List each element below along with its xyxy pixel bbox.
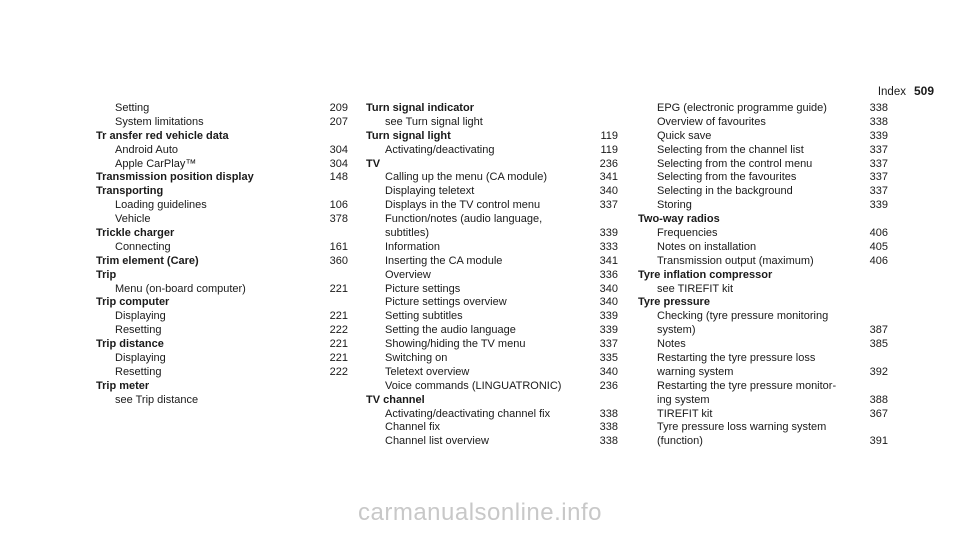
page-ref[interactable]: 340 [597,185,618,199]
index-entry [96,199,348,213]
index-heading [366,394,618,408]
page-ref[interactable]: 221 [327,352,348,366]
index-entry [96,102,348,116]
entry-text: Restarting the tyre pressure loss [657,352,816,365]
entry-text: Transmission position display [96,171,254,184]
index-entry [638,435,888,449]
entry-text: Trickle charger [96,227,175,240]
entry-text: TV channel [366,393,425,406]
entry-text: warning system [657,365,734,378]
index-entry [638,366,888,380]
index-entry [638,130,888,144]
entry-text: Connecting [115,240,171,253]
entry-text: Trip distance [96,338,164,351]
index-entry [96,213,348,227]
index-entry [638,338,888,352]
entry-text: System limitations [115,115,204,128]
entry-text: Voice commands (LINGUATRONIC) [385,379,562,392]
page-ref[interactable]: 391 [867,435,888,449]
entry-text: Trip [96,268,117,281]
entry-text: Channel list overview [385,435,489,448]
page-ref[interactable]: 338 [597,408,618,422]
index-column-3 [638,102,888,449]
entry-text: TV [366,157,381,170]
page-ref[interactable]: 106 [327,199,348,213]
index-label: Index [877,86,906,98]
index-entry [638,171,888,185]
page-ref[interactable]: 387 [867,324,888,338]
index-heading [366,130,618,144]
entry-text: Trip meter [96,379,150,392]
index-heading [638,213,888,227]
entry-text: Apple CarPlay™ [115,157,197,170]
entry-text: Selecting from the channel list [657,143,804,156]
index-heading [366,158,618,172]
entry-text: Frequencies [657,227,718,240]
page-ref[interactable]: 339 [867,199,888,213]
entry-text: Vehicle [115,213,151,226]
page-ref[interactable]: 338 [867,102,888,116]
entry-text: Teletext overview [385,365,470,378]
index-entry [96,241,348,255]
index-entry [366,421,618,435]
index-heading [96,338,348,352]
index-entry [366,408,618,422]
index-entry [366,227,618,241]
entry-text: Turn signal indicator [366,102,474,114]
entry-text: Overview of favourites [657,115,766,128]
page-ref[interactable]: 222 [327,366,348,380]
index-entry [366,324,618,338]
index-entry [366,255,618,269]
entry-text: system) [657,324,696,337]
page-ref[interactable]: 337 [867,144,888,158]
index-heading [96,269,348,283]
index-entry [96,158,348,172]
page-ref[interactable]: 392 [867,366,888,380]
entry-text: TIREFIT kit [657,407,713,420]
entry-text: Checking (tyre pressure monitoring [657,310,829,323]
entry-text: Activating/deactivating [385,143,495,156]
entry-text: Trim element (Care) [96,254,199,267]
entry-text: Function/notes (audio language, [385,213,543,226]
page-ref[interactable]: 222 [327,324,348,338]
page-ref[interactable]: 337 [867,158,888,172]
entry-text: Two-way radios [638,213,720,226]
index-entry [366,185,618,199]
entry-text: Loading guidelines [115,199,207,212]
index-entry [96,310,348,324]
entry-text: Resetting [115,365,162,378]
index-entry [638,255,888,269]
entry-text: Activating/deactivating channel fix [385,407,551,420]
entry-text: Android Auto [115,143,178,156]
entry-text: Channel fix [385,421,441,434]
index-entry [366,296,618,310]
index-entry [96,283,348,297]
page-ref[interactable]: 367 [867,408,888,422]
entry-text: Information [385,240,441,253]
index-entry [638,185,888,199]
page-ref[interactable]: 236 [597,380,618,394]
page-ref[interactable]: 304 [327,144,348,158]
page-ref[interactable]: 304 [327,158,348,172]
page-ref[interactable]: 338 [597,421,618,435]
index-entry [638,144,888,158]
page-ref[interactable]: 337 [597,199,618,213]
index-entry [638,283,888,297]
entry-text: EPG (electronic programme guide) [657,102,827,114]
index-entry [638,324,888,338]
index-heading [96,380,348,394]
index-entry [366,269,618,283]
entry-text: Restarting the tyre pressure monitor- [657,379,837,392]
entry-text: Selecting from the control menu [657,157,813,170]
page-ref[interactable]: 341 [597,255,618,269]
index-entry [638,421,888,435]
entry-text: Picture settings overview [385,296,507,309]
entry-text: see Turn signal light [385,115,483,128]
page-ref[interactable]: 405 [867,241,888,255]
page-ref[interactable]: 236 [597,158,618,172]
index-entry [96,366,348,380]
page-ref[interactable]: 339 [597,310,618,324]
entry-text: see TIREFIT kit [657,282,734,295]
entry-text: Picture settings [385,282,461,295]
page-ref[interactable]: 339 [597,227,618,241]
entry-text: Selecting from the favourites [657,171,797,184]
index-entry [638,408,888,422]
page-ref[interactable]: 209 [327,102,348,116]
page-ref[interactable]: 388 [867,394,888,408]
entry-text: Displays in the TV control menu [385,199,541,212]
index-heading [96,130,348,144]
index-entry [96,324,348,338]
index-entry [366,283,618,297]
entry-text: Resetting [115,324,162,337]
index-entry [366,199,618,213]
index-entry [638,116,888,130]
index-entry [366,241,618,255]
index-entry [366,380,618,394]
page-ref[interactable]: 338 [597,435,618,449]
page-ref[interactable]: 378 [327,213,348,227]
index-heading [366,102,618,116]
entry-text: Transmission output (maximum) [657,254,814,267]
entry-text: see Trip distance [115,393,199,406]
index-entry [366,213,618,227]
watermark: carmanualsonline.info [358,499,602,526]
index-entry [638,310,888,324]
page-ref[interactable]: 339 [867,130,888,144]
page-ref[interactable]: 340 [597,296,618,310]
index-heading [96,255,348,269]
index-entry [366,144,618,158]
index-entry [96,116,348,130]
page-number: 509 [913,84,934,98]
page-ref[interactable]: 161 [327,241,348,255]
page-ref[interactable]: 385 [867,338,888,352]
index-entry [96,352,348,366]
index-entry [366,310,618,324]
entry-text: Displaying teletext [385,185,475,198]
entry-text: subtitles) [385,227,430,240]
entry-text: Quick save [657,129,712,142]
entry-text: Showing/hiding the TV menu [385,338,526,351]
entry-text: Turn signal light [366,129,451,142]
page-ref[interactable]: 406 [867,227,888,241]
page-ref[interactable]: 333 [597,241,618,255]
entry-text: Storing [657,199,692,212]
index-entry [638,241,888,255]
index-entry [366,171,618,185]
index-entry [366,435,618,449]
page-header [878,84,934,98]
entry-text: Setting subtitles [385,310,463,323]
page-ref[interactable]: 340 [597,283,618,297]
entry-text: Notes on installation [657,240,757,253]
index-entry [638,380,888,394]
entry-text: Tr ansfer red vehicle data [96,129,229,142]
entry-text: Setting [115,102,150,114]
entry-text: (function) [657,435,703,448]
page-ref[interactable]: 340 [597,366,618,380]
index-entry [366,116,618,130]
page-ref[interactable]: 221 [327,283,348,297]
page-ref[interactable]: 221 [327,338,348,352]
entry-text: Displaying [115,352,166,365]
index-column-2 [366,102,618,449]
index-entry [638,102,888,116]
entry-text: ing system [657,393,710,406]
page-ref[interactable]: 221 [327,310,348,324]
page-ref[interactable]: 406 [867,255,888,269]
page-ref[interactable]: 360 [327,255,348,269]
entry-text: Inserting the CA module [385,254,503,267]
index-entry [638,227,888,241]
entry-text: Calling up the menu (CA module) [385,171,548,184]
index-entry [366,352,618,366]
page-ref[interactable]: 337 [867,171,888,185]
page-ref[interactable]: 339 [597,324,618,338]
entry-text: Tyre pressure loss warning system [657,421,827,434]
index-entry [366,366,618,380]
entry-text: Tyre pressure [638,296,710,309]
page-ref[interactable]: 119 [597,144,618,158]
entry-text: Menu (on-board computer) [115,282,246,295]
index-heading [638,296,888,310]
index-entry [638,158,888,172]
index-heading [96,171,348,185]
index-entry [638,394,888,408]
page-ref[interactable]: 335 [597,352,618,366]
index-heading [96,296,348,310]
index-entry [638,352,888,366]
entry-text: Selecting in the background [657,185,793,198]
entry-text: Displaying [115,310,166,323]
page-ref[interactable]: 337 [867,185,888,199]
entry-text: Overview [385,268,431,281]
page-ref[interactable]: 119 [597,130,618,144]
entry-text: Tyre inflation compressor [638,268,773,281]
index-heading [638,269,888,283]
entry-text: Setting the audio language [385,324,516,337]
index-entry [638,199,888,213]
page-ref[interactable]: 207 [327,116,348,130]
page-ref[interactable]: 148 [327,171,348,185]
entry-text: Switching on [385,352,448,365]
entry-text: Notes [657,338,686,351]
index-entry [366,338,618,352]
page-ref[interactable]: 337 [597,338,618,352]
index-column-1 [96,102,348,408]
page-ref[interactable]: 338 [867,116,888,130]
index-heading [96,227,348,241]
index-heading [96,185,348,199]
page-ref[interactable]: 341 [597,171,618,185]
page-ref[interactable]: 336 [597,269,618,283]
entry-text: Transporting [96,185,164,198]
index-entry [96,144,348,158]
entry-text: Trip computer [96,296,170,309]
index-entry [96,394,348,408]
